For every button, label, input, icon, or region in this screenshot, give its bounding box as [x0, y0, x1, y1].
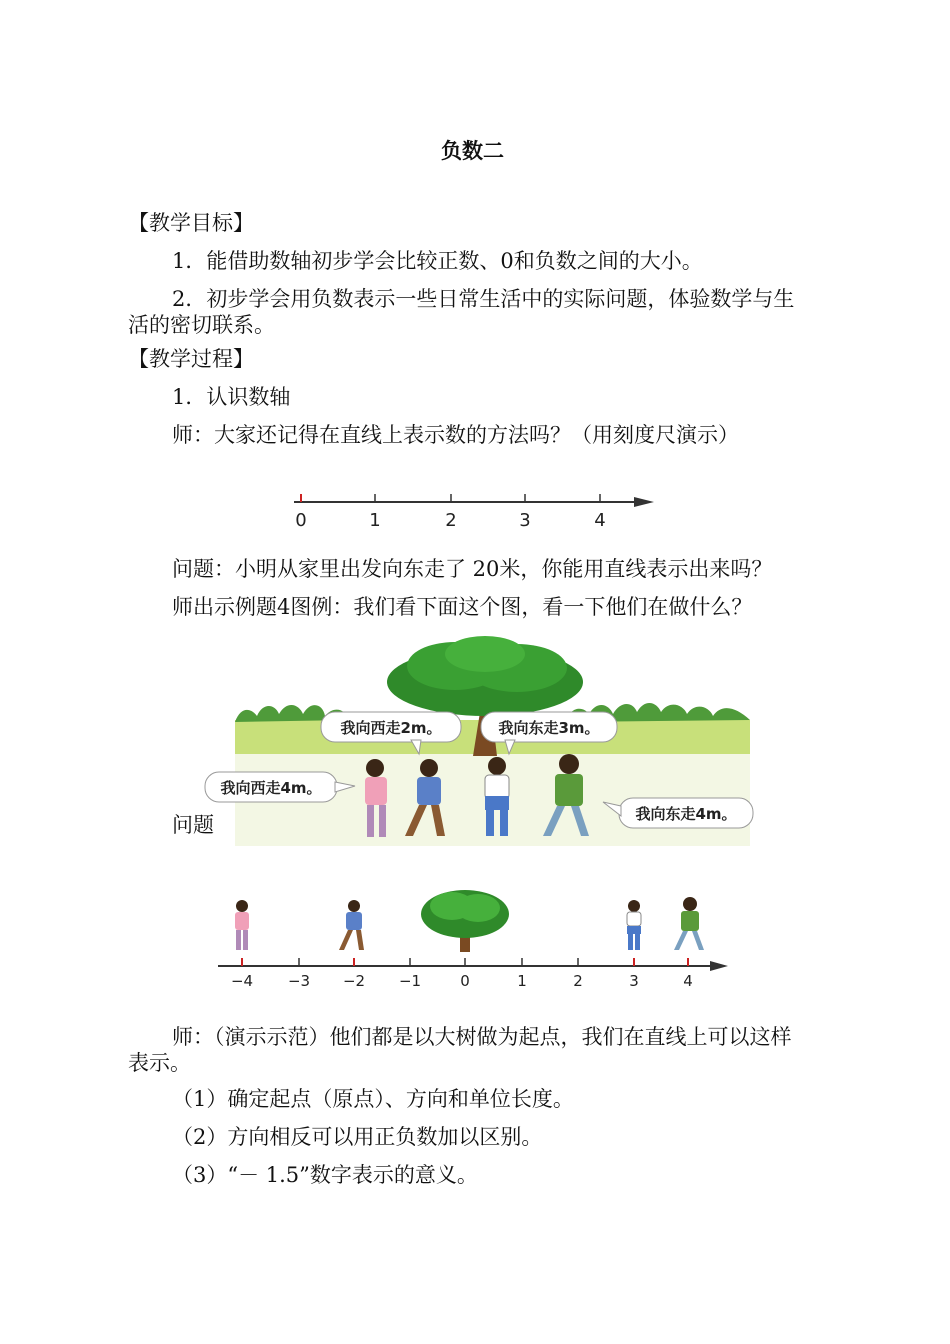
objective-2-line1: 2．初步学会用负数表示一些日常生活中的实际问题，体验数学与生	[172, 287, 795, 311]
teacher-line-3b: 表示。	[128, 1051, 191, 1075]
step-1: 1．认识数轴	[172, 385, 291, 409]
bubble-east3-text: 我向东走3m。	[498, 719, 600, 737]
bubble-east4-text: 我向东走4m。	[635, 805, 737, 823]
speech-bubble-east4	[603, 798, 753, 828]
axis2-tick-minus3: −3	[287, 972, 311, 990]
objective-2-line2: 活的密切联系。	[128, 313, 275, 337]
teacher-line-2: 师出示例题4图例：我们看下面这个图，看一下他们在做什么？	[172, 595, 753, 619]
bubble-west4-text: 我向西走4m。	[220, 779, 322, 797]
axis2-tick-3: 3	[629, 972, 639, 990]
point-3: （3）“－ 1.5”数字表示的意义。	[172, 1163, 478, 1187]
axis1-tick-2: 2	[445, 510, 457, 531]
boy-at-4-icon	[674, 897, 704, 950]
axis2-tick-1: 1	[517, 972, 527, 990]
number-line-neg4-to-4	[212, 888, 742, 998]
teacher-line-1: 师：大家还记得在直线上表示数的方法吗？（用刻度尺演示）	[172, 423, 739, 447]
tree-at-origin-icon	[421, 890, 509, 952]
speech-bubble-west4	[205, 772, 355, 802]
point-1: （1）确定起点（原点）、方向和单位长度。	[172, 1087, 574, 1111]
axis1-tick-3: 3	[519, 510, 531, 531]
axis2-tick-0: 0	[460, 972, 470, 990]
teacher-line-3a: 师：（演示示范）他们都是以大树做为起点，我们在直线上可以这样	[172, 1025, 792, 1049]
process-heading: 【教学过程】	[128, 347, 254, 371]
axis2-tick-4: 4	[683, 972, 693, 990]
axis1-tick-0: 0	[295, 510, 307, 531]
question-1: 问题：小明从家里出发向东走了 20米，你能用直线表示出来吗？	[172, 557, 773, 581]
girl-at-3-icon	[627, 900, 641, 950]
boy-at-minus2-icon	[339, 900, 364, 950]
objectives-heading: 【教学目标】	[128, 211, 254, 235]
axis2-tick-minus4: −4	[230, 972, 254, 990]
girl-at-minus4-icon	[235, 900, 249, 950]
axis2-tick-minus1: −1	[398, 972, 422, 990]
page-title: 负数二	[441, 139, 504, 163]
cut-text: 问题	[172, 813, 214, 837]
axis2-tick-minus2: −2	[342, 972, 366, 990]
axis2-tick-2: 2	[573, 972, 583, 990]
objective-1: 1．能借助数轴初步学会比较正数、0和负数之间的大小。	[172, 249, 703, 273]
axis1-tick-1: 1	[369, 510, 381, 531]
point-2: （2）方向相反可以用正负数加以区别。	[172, 1125, 543, 1149]
number-line-0-to-4	[280, 488, 670, 534]
example-illustration	[205, 636, 755, 846]
bubble-west2-text: 我向西走2m。	[340, 719, 442, 737]
axis1-tick-4: 4	[594, 510, 606, 531]
